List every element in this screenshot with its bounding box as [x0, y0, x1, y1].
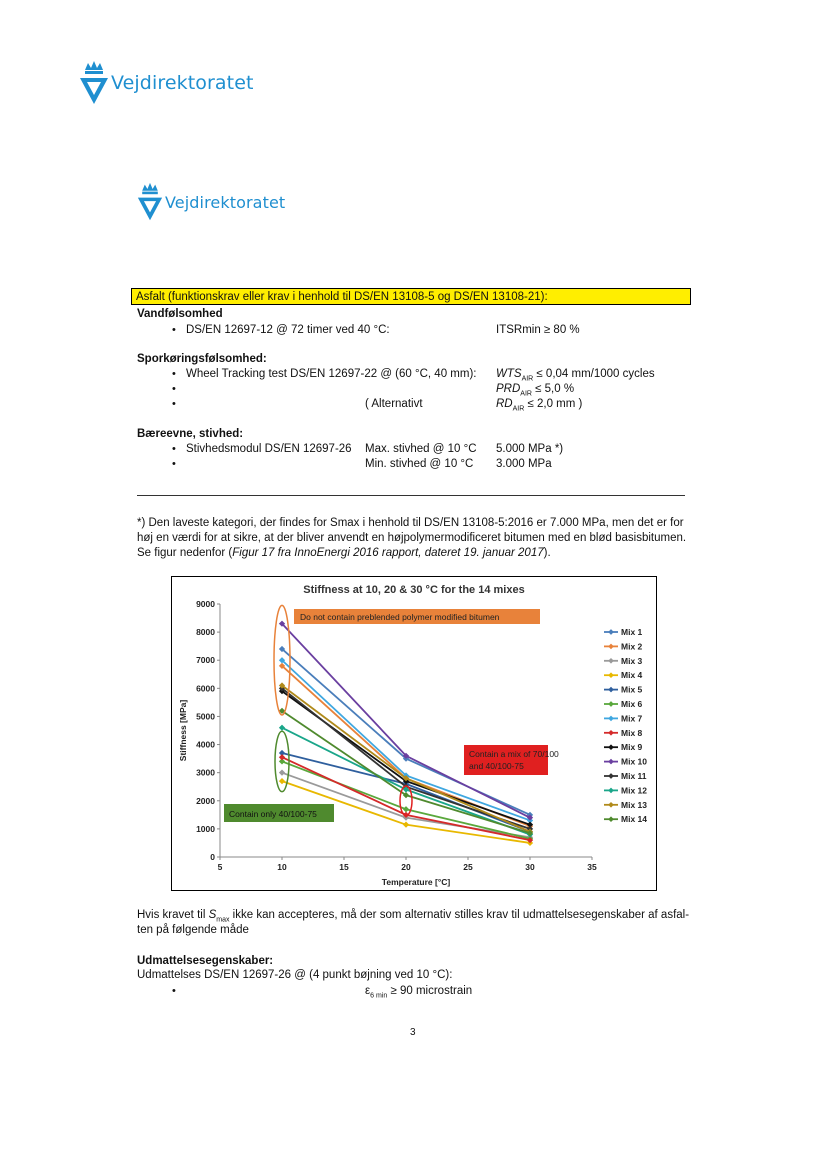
y-tick-label: 9000: [196, 599, 215, 609]
annotation-text-orange: Do not contain preblended polymer modified bitumen: [300, 612, 500, 622]
bullet: •: [172, 443, 176, 455]
data-point: [279, 754, 285, 760]
data-point: [279, 778, 285, 784]
divider: [137, 495, 685, 496]
stiffness-chart: [171, 576, 657, 891]
x-tick-label: 25: [463, 862, 473, 872]
legend-marker: [608, 788, 614, 794]
max-label: Max. stivhed @ 10 °C: [365, 443, 477, 455]
test-value: $PRD_{AIR} \le 5,0$ %: [496, 383, 575, 398]
data-point: [279, 770, 285, 776]
crown-shield-icon: [137, 182, 163, 222]
x-tick-label: 10: [277, 862, 287, 872]
footnote-line: høj en værdi for at sikre, at der bliver anvendt en højpolymermodificeret bitumen med en blød basisbitumen.: [137, 532, 687, 544]
chart-title: Stiffness at 10, 20 & 30 °C for the 14 mixes: [303, 584, 525, 596]
legend-marker: [608, 802, 614, 808]
y-axis-label: Stiffness [MPa]: [178, 699, 188, 762]
test-value: $RD_{AIR} \le 2,0$ mm ): [496, 398, 583, 413]
section-title-sporkoring: Sporkøringsfølsomhed:: [137, 353, 267, 365]
x-axis-label: Temperature [°C]: [381, 877, 451, 887]
x-tick-label: 20: [401, 862, 411, 872]
test-item: Wheel Tracking test DS/EN 12697-22 @ (60 °C, 40 mm):: [186, 368, 477, 380]
bullet: •: [172, 383, 176, 395]
min-label: Min. stivhed @ 10 °C: [365, 458, 474, 470]
legend-marker: [608, 730, 614, 736]
legend-label: Mix 5: [621, 684, 643, 695]
footnote-line: *) Den laveste kategori, der findes for Smax i henhold til DS/EN 13108-5:2016 er 7.000 MPa, men det er for: [137, 517, 684, 529]
test-item: DS/EN 12697-12 @ 72 timer ved 40 °C:: [186, 324, 390, 336]
legend-marker: [608, 773, 614, 779]
data-point: [279, 725, 285, 731]
y-tick-label: 0: [210, 852, 215, 862]
min-value: 3.000 MPa: [496, 458, 552, 470]
y-tick-label: 2000: [196, 795, 215, 806]
logo-top: [79, 60, 254, 106]
legend-label: Mix 12: [621, 785, 647, 796]
x-tick-label: 30: [525, 862, 535, 872]
x-tick-label: 15: [339, 862, 349, 872]
x-tick-label: 5: [217, 862, 223, 872]
legend-label: Mix 8: [621, 727, 643, 738]
data-point: [403, 806, 409, 812]
legend-marker: [608, 644, 614, 650]
footnote-line: Se figur nedenfor (Figur 17 fra InnoEnergi 2016 rapport, dateret 19. januar 2017).: [137, 547, 551, 559]
y-tick-label: 1000: [196, 823, 215, 834]
x-tick-label: 35: [587, 862, 597, 872]
legend-marker: [608, 687, 614, 693]
section-title-udmattelse: Udmattelsesegenskaber:: [137, 955, 274, 967]
bullet: •: [172, 458, 176, 470]
legend-label: Mix 1: [621, 627, 643, 637]
page-number: 3: [410, 1027, 416, 1038]
legend-label: Mix 11: [621, 771, 647, 781]
legend-label: Mix 4: [621, 670, 643, 681]
logo-second: [137, 182, 285, 222]
legend-marker: [608, 658, 614, 664]
chart-svg: [172, 577, 656, 890]
y-tick-label: 8000: [196, 627, 215, 638]
legend-label: Mix 14: [621, 814, 647, 825]
y-tick-label: 7000: [196, 655, 215, 666]
max-value: 5.000 MPa *): [496, 443, 564, 455]
bullet: •: [172, 324, 176, 336]
y-tick-label: 6000: [196, 683, 215, 694]
legend-label: Mix 13: [621, 799, 647, 810]
annotation-text-red-line1: Contain a mix of 70/100: [469, 749, 559, 759]
legend-label: Mix 2: [621, 641, 643, 652]
annotation-text-green: Contain only 40/100-75: [229, 809, 317, 819]
legend-label: Mix 10: [621, 756, 647, 767]
data-point: [403, 822, 409, 828]
test-value: $\varepsilon_{6 min} \ge 90$ microstrain: [365, 985, 473, 1000]
alternative-label: ( Alternativt: [365, 398, 423, 410]
y-tick-label: 3000: [196, 767, 215, 778]
test-value: $WTS_{AIR} \le 0,04$ mm/1000 cycles: [496, 368, 655, 383]
test-item: Stivhedsmodul DS/EN 12697-26: [186, 443, 352, 455]
test-item: Udmattelses DS/EN 12697-26 @ (4 punkt bøjning ved 10 °C):: [137, 969, 453, 981]
legend-marker: [608, 744, 614, 750]
y-tick-label: 4000: [196, 739, 215, 750]
section-title-vandfolsomhed: Vandfølsomhed: [137, 308, 223, 320]
legend-label: Mix 9: [621, 742, 643, 753]
section-title-baereevne: Bæreevne, stivhed:: [137, 428, 244, 440]
legend-marker: [608, 629, 614, 635]
legend-marker: [608, 816, 614, 822]
y-tick-label: 5000: [196, 711, 215, 722]
bullet: •: [172, 985, 176, 997]
bullet: •: [172, 398, 176, 410]
legend-marker: [608, 672, 614, 678]
legend-marker: [608, 701, 614, 707]
paragraph-line: Hvis kravet til $S_{max}$ ikke kan accepteres, må der som alternativ stilles krav til udmattelsesegenskaber af asfal-: [137, 909, 690, 924]
legend-label: Mix 7: [621, 713, 643, 724]
legend-marker: [608, 716, 614, 722]
annotation-text-red-line2: and 40/100-75: [469, 761, 524, 771]
requirement-header-box: Asfalt (funktionskrav eller krav i henhold til DS/EN 13108-5 og DS/EN 13108-21):: [131, 288, 691, 305]
legend-label: Mix 3: [621, 655, 643, 666]
crown-shield-icon: [79, 60, 109, 106]
bullet: •: [172, 368, 176, 380]
paragraph-line: ten på følgende måde: [137, 924, 249, 936]
test-value: ITSRmin ≥ 80 %: [496, 324, 580, 336]
logo-text: Vejdirektoratet: [111, 72, 254, 94]
legend-marker: [608, 759, 614, 765]
legend-label: Mix 6: [621, 699, 643, 709]
logo-text: Vejdirektoratet: [165, 192, 286, 212]
